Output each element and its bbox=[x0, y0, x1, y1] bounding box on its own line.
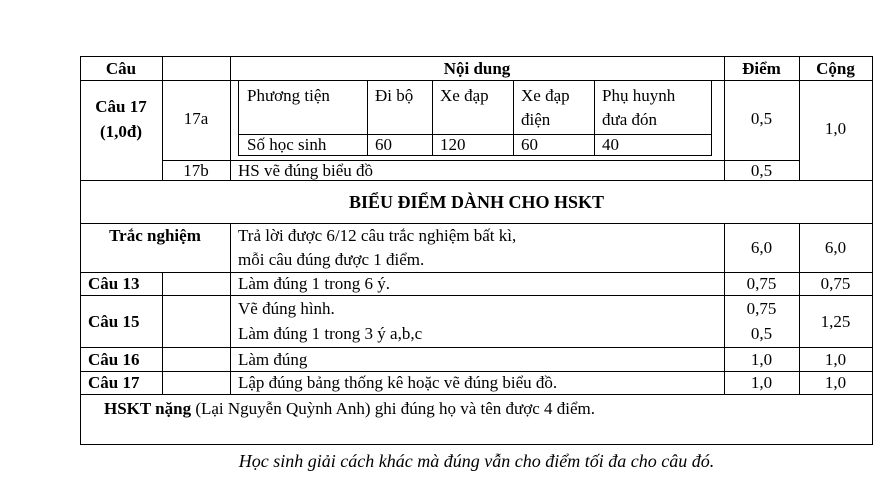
row-cau16-bottom bbox=[80, 371, 873, 372]
row-cau13-label: Câu 13 bbox=[88, 274, 140, 293]
row-cau17-bottom bbox=[80, 394, 873, 395]
row-cau13-bottom bbox=[80, 295, 873, 296]
inner-header-walk: Đi bộ bbox=[375, 86, 414, 105]
inner-header-bike: Xe đạp bbox=[440, 86, 489, 105]
inner-header-parent: Phụ huynh bbox=[602, 86, 676, 105]
row-cau13-content: Làm đúng 1 trong 6 ý. bbox=[238, 274, 391, 293]
table-bottom-border bbox=[80, 444, 873, 445]
row-tracnghiem-points: 6,0 bbox=[750, 238, 773, 257]
col-content-left-bottom bbox=[230, 223, 231, 395]
inner-col-0 bbox=[238, 80, 239, 156]
inner-header-parent-2: đưa đón bbox=[602, 110, 658, 129]
hskt-nang-label: HSKT nặng bbox=[104, 399, 192, 418]
q17b-content: HS vẽ đúng biểu đồ bbox=[238, 161, 374, 180]
q17a-points: 0,5 bbox=[750, 109, 773, 128]
row-cau17-label: Câu 17 bbox=[88, 373, 140, 392]
inner-col-3 bbox=[513, 80, 514, 156]
header-diem: Điểm bbox=[742, 59, 781, 78]
table-right-border bbox=[872, 56, 873, 445]
header-cau: Câu bbox=[105, 59, 137, 78]
header-bottom-border bbox=[80, 80, 873, 81]
inner-row-parent: 40 bbox=[602, 135, 619, 154]
hskt-title-bottom-border bbox=[80, 223, 873, 224]
row-cau17-points: 1,0 bbox=[750, 373, 773, 392]
row-cau15-bottom bbox=[80, 347, 873, 348]
row-cau15-points-1: 0,75 bbox=[746, 299, 777, 318]
row-cau16-total: 1,0 bbox=[824, 350, 847, 369]
q17-label: Câu 17 bbox=[95, 97, 147, 116]
row-tracnghiem-line1: Trả lời được 6/12 câu trắc nghiệm bất kì, bbox=[238, 226, 517, 245]
footer-note: Học sinh giải cách khác mà đúng vẫn cho điểm tối đa cho câu đó. bbox=[238, 451, 715, 471]
inner-row-label: Số học sinh bbox=[247, 135, 327, 154]
row-cau16-label: Câu 16 bbox=[88, 350, 140, 369]
inner-row-walk: 60 bbox=[375, 135, 392, 154]
row-cau13-total: 0,75 bbox=[820, 274, 851, 293]
row-cau16-content: Làm đúng bbox=[238, 350, 308, 369]
inner-col-2 bbox=[432, 80, 433, 156]
inner-header-ebike-2: điện bbox=[521, 110, 551, 129]
row-tracnghiem-label: Trắc nghiệm bbox=[109, 226, 201, 245]
row-cau17-total: 1,0 bbox=[824, 373, 847, 392]
hskt-title: BIỂU ĐIỂM DÀNH CHO HSKT bbox=[348, 192, 605, 212]
row-cau15-points-2: 0,5 bbox=[750, 324, 773, 343]
row-cau16-points: 1,0 bbox=[750, 350, 773, 369]
q17-weight: (1,0đ) bbox=[99, 122, 143, 141]
row-tracnghiem-total: 6,0 bbox=[824, 238, 847, 257]
row-cau15-label: Câu 15 bbox=[88, 312, 140, 331]
inner-col-4 bbox=[594, 80, 595, 156]
inner-col-5 bbox=[711, 80, 712, 156]
hskt-nang-note bbox=[104, 399, 595, 419]
inner-col-1 bbox=[367, 80, 368, 156]
row-cau15-line1: Vẽ đúng hình. bbox=[238, 299, 335, 318]
row-tracnghiem-line2: mỗi câu đúng được 1 điểm. bbox=[238, 250, 425, 269]
row-tracnghiem-bottom bbox=[80, 272, 873, 273]
row-cau15-line2: Làm đúng 1 trong 3 ý a,b,c bbox=[238, 324, 423, 343]
inner-row-bike: 120 bbox=[440, 135, 466, 154]
col-sub-left-bottom bbox=[162, 272, 163, 395]
row-cau13-points: 0,75 bbox=[746, 274, 777, 293]
inner-header-transport: Phương tiện bbox=[247, 86, 330, 105]
inner-header-ebike: Xe đạp bbox=[521, 86, 570, 105]
inner-row-ebike: 60 bbox=[521, 135, 538, 154]
q17a-label: 17a bbox=[183, 109, 209, 128]
inner-table-bottom-line bbox=[238, 155, 711, 156]
row-cau15-total: 1,25 bbox=[820, 312, 851, 331]
hskt-nang-text: (Lại Nguyễn Quỳnh Anh) ghi đúng họ và tên được 4 điểm. bbox=[191, 399, 596, 418]
q17-total: 1,0 bbox=[824, 119, 847, 138]
q17b-points: 0,5 bbox=[750, 161, 773, 180]
table-top-border bbox=[80, 56, 873, 57]
header-noi-dung: Nội dung bbox=[443, 59, 511, 78]
row-cau17-content: Lập đúng bảng thống kê hoặc vẽ đúng biểu đồ. bbox=[238, 373, 558, 392]
q17b-label: 17b bbox=[183, 161, 209, 180]
header-cong: Cộng bbox=[816, 59, 855, 78]
